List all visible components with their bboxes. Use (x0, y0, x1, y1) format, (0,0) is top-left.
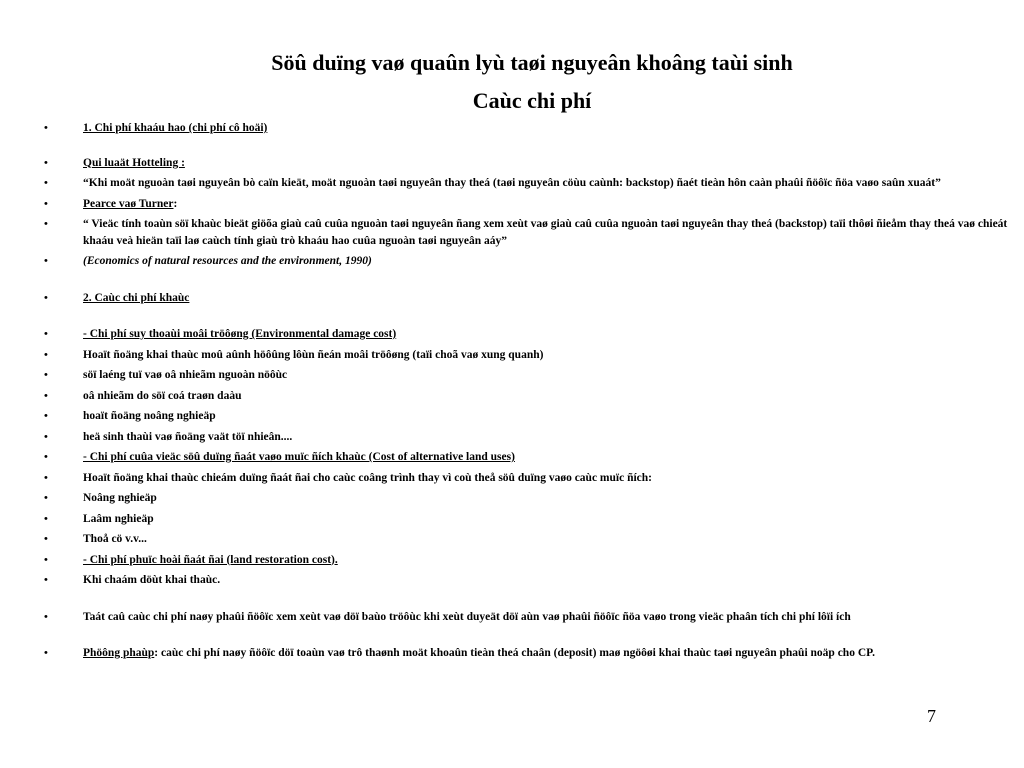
cost-analysis-note: Taát caû caùc chi phí naøy phaûi ñöôïc xem xeùt vaø döï baùo tröôùc khi xeùt duyeät döï aùn vaø phaûi ñöôïc ñöa vaøo trong vieäc phaân tích chi phí lôïi ích (83, 610, 851, 623)
bullet-icon: • (44, 471, 48, 484)
list-item (40, 175, 1008, 192)
list-item (40, 429, 1008, 446)
method-text: : caùc chi phí naøy ñöôïc döï toaùn vaø trô thaønh moät khoaûn tieàn theá chaân (deposit) maø ngöôøi khai thaùc taøi nguyeân phaûi noäp cho CP. (154, 647, 875, 659)
bullet-icon: • (44, 492, 48, 504)
list-item (40, 449, 1008, 466)
bullet-icon: • (44, 610, 48, 623)
bullet-icon: • (44, 348, 48, 361)
bullet-icon: • (44, 410, 48, 422)
page-number: 7 (927, 706, 936, 726)
bullet-list (40, 120, 1008, 666)
bullet-icon: • (44, 574, 48, 586)
slide-title: Söû duïng vaø quaûn lyù taøi nguyeân khoâng taùi sinh (271, 50, 793, 75)
bullet-icon: • (44, 430, 48, 443)
method-heading: Phöông phaùp (83, 647, 155, 659)
list-item-text: söï laéng tuï vaø oâ nhieãm nguoàn nöôùc (83, 369, 288, 381)
bullet-icon: • (44, 156, 48, 169)
environmental-damage-heading: - Chi phí suy thoaùi moâi tröôøng (Environmental damage cost) (83, 328, 397, 340)
list-item (40, 645, 1008, 662)
list-item (40, 196, 1008, 213)
list-item (40, 511, 1008, 528)
alternative-land-use-heading: - Chi phí cuûa vieäc söû duïng ñaát vaøo muïc ñích khaùc (Cost of alternative land uses) (83, 451, 515, 463)
list-item (40, 367, 1008, 384)
list-item (40, 120, 1008, 137)
list-item (40, 609, 1008, 626)
section-heading-depreciation: 1. Chi phí khaáu hao (chi phí cô hoäi) (83, 122, 268, 134)
pearce-turner-quote: “ Vieäc tính toaùn söï khaùc bieät giöõa giaù caû cuûa nguoàn taøi nguyeân ñang xem xeùt vaø giaù caû cuûa nguoàn taøi nguyeân thay theá (backstop) taïi thôøi ñieåm thay theá vaø chieát khaáu veà hieän taïi laø caùch tính giaù trò khaáu hao cuûa nguoàn taøi nguyeân aáy” (83, 218, 1008, 247)
list-item-text: heä sinh thaùi vaø ñoäng vaät töï nhieân.... (83, 430, 293, 443)
bullet-icon: • (44, 512, 48, 525)
bullet-icon: • (44, 177, 48, 189)
list-item (40, 290, 1008, 307)
bullet-icon: • (44, 122, 48, 134)
list-item (40, 490, 1008, 507)
list-item (40, 326, 1008, 343)
list-item (40, 347, 1008, 364)
bullet-icon: • (44, 369, 48, 381)
list-item-text: Laâm nghieäp (83, 512, 154, 525)
list-item (40, 552, 1008, 569)
slide-subtitle: Caùc chi phí (472, 88, 592, 113)
list-item-text: Hoaït ñoäng khai thaùc chieám duïng ñaát ñai cho caùc coâng trình thay vì coù theå söû duïng vaøo caùc muïc ñích: (83, 471, 653, 484)
list-item-text: oâ nhieãm do söï coá traøn daàu (83, 389, 242, 402)
bullet-icon: • (44, 255, 48, 267)
list-item (40, 388, 1008, 405)
bullet-icon: • (44, 389, 48, 402)
title-block (40, 44, 1024, 120)
list-item-text: Hoaït ñoäng khai thaùc moû aûnh höôûng lôùn ñeán moâi tröôøng (taïi choã vaø xung quanh) (83, 348, 544, 361)
list-item (40, 572, 1008, 589)
section-heading-other-costs: 2. Caùc chi phí khaùc (83, 291, 190, 304)
pearce-turner-heading: Pearce vaø Turner (83, 197, 174, 210)
bullet-icon: • (44, 533, 48, 545)
list-item (40, 253, 1008, 270)
bullet-icon: • (44, 197, 48, 210)
list-item-text: Khi chaám döùt khai thaùc. (83, 574, 221, 586)
list-item (40, 531, 1008, 548)
bullet-icon: • (44, 218, 48, 230)
list-item (40, 408, 1008, 425)
bullet-icon: • (44, 553, 48, 566)
citation: (Economics of natural resources and the environment, 1990) (83, 255, 372, 267)
list-item (40, 470, 1008, 487)
bullet-icon: • (44, 647, 48, 659)
list-item (40, 216, 1008, 249)
bullet-icon: • (44, 328, 48, 340)
list-item-text: hoaït ñoäng noâng nghieäp (83, 410, 216, 422)
bullet-icon: • (44, 451, 48, 463)
bullet-icon: • (44, 291, 48, 304)
list-item-text: Thoå cö v.v... (83, 533, 147, 545)
pearce-turner-colon: : (173, 197, 178, 210)
hotelling-rule-heading: Qui luaät Hotteling : (83, 156, 185, 169)
list-item-text: Noâng nghieäp (83, 492, 157, 504)
land-restoration-heading: - Chi phí phuïc hoài ñaát ñai (land restoration cost). (83, 553, 338, 566)
hotelling-quote: “Khi moät nguoàn taøi nguyeân bò caïn kieät, moät nguoàn taøi nguyeân thay theá (taøi nguyeân cöùu caùnh: backstop) ñaét tieàn hôn caàn phaûi ñöôïc ñöa vaøo saûn xuaát” (83, 177, 941, 189)
list-item (40, 155, 1008, 172)
